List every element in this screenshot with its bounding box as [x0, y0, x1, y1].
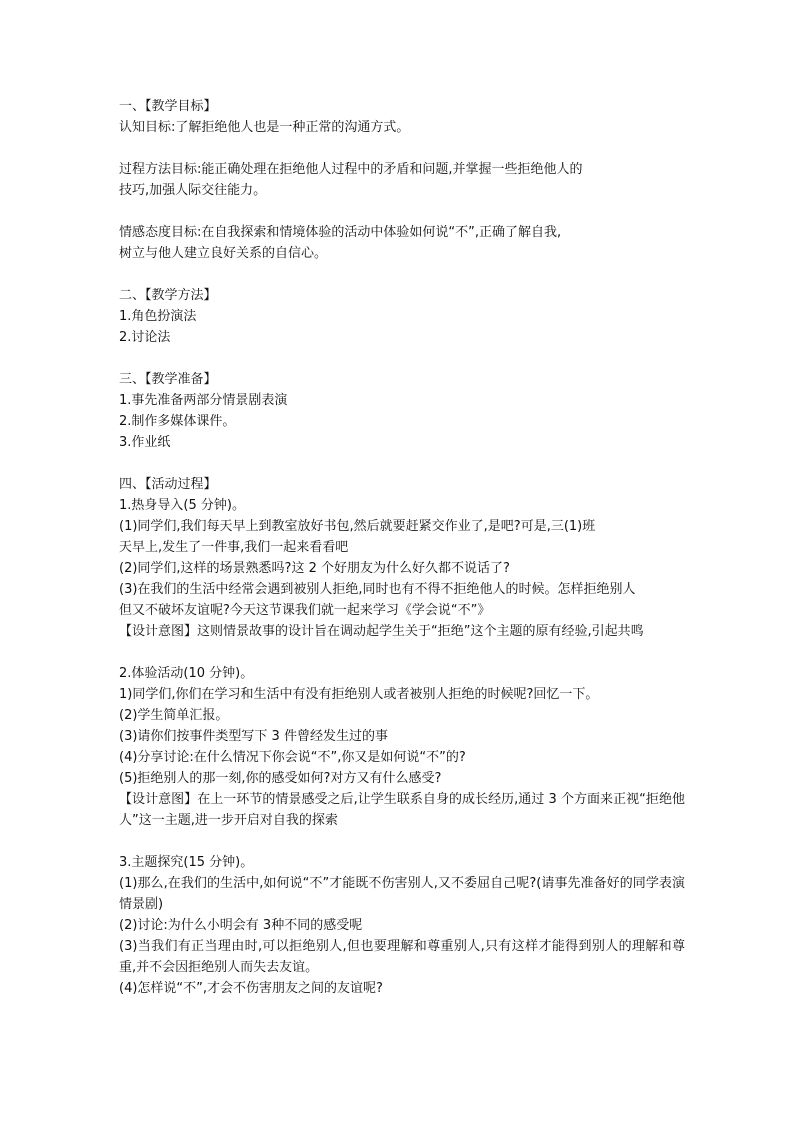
goal-emotion-line-1: 情感态度目标:在自我探索和情境体验的活动中体验如何说“不”,正确了解自我,	[119, 225, 562, 240]
method-item: 1.角色扮演法	[119, 309, 197, 324]
experience-step-1: 1)同学们,你们在学习和生活中有没有拒绝别人或者被别人拒绝的时候呢?回忆一下。	[119, 687, 599, 702]
section-heading-process: 四、【活动过程】	[119, 477, 217, 492]
explore-step-1: (1)那么,在我们的生活中,如何说“不”才能既不伤害别人,又不委屈自己呢?(请事先准备好的同学表演情景剧)	[119, 876, 685, 912]
warmup-step-2: (2)同学们,这样的场景熟悉吗?这 2 个好朋友为什么好久都不说话了?	[119, 561, 510, 576]
experience-step-3: (3)请你们按事件类型写下 3 件曾经发生过的事	[119, 729, 388, 744]
explore-step-2: (2)讨论:为什么小明会有 3种不同的感受呢	[119, 918, 363, 933]
explore-step-3: (3)当我们有正当理由时,可以拒绝别人,但也要理解和尊重别人,只有这样才能得到别人的理解和尊重,并不会因拒绝别人而失去友谊。	[119, 939, 685, 975]
section-heading-prep: 三、【教学准备】	[119, 372, 217, 387]
prep-item: 1.事先准备两部分情景剧表演	[119, 393, 288, 408]
goal-cognitive: 认知目标:了解拒绝他人也是一种正常的沟通方式。	[119, 120, 410, 135]
experience-step-2: (2)学生简单汇报。	[119, 708, 229, 723]
warmup-title: 1.热身导入(5 分钟)。	[119, 498, 245, 513]
experience-step-4: (4)分享讨论:在什么情况下你会说“不”,你又是如何说“不”的?	[119, 750, 466, 765]
section-heading-goals: 一、【教学目标】	[119, 99, 217, 114]
goal-process-line-2: 技巧,加强人际交往能力。	[119, 183, 267, 198]
warmup-step-3-line-1: (3)在我们的生活中经常会遇到被别人拒绝,同时也有不得不拒绝他人的时候。怎样拒绝别人	[119, 582, 636, 597]
warmup-design-intent: 【设计意图】这则情景故事的设计旨在调动起学生关于“拒绝”这个主题的原有经验,引起共鸣	[119, 624, 644, 639]
experience-design-intent: 【设计意图】在上一环节的情景感受之后,让学生联系自身的成长经历,通过 3 个方面来正视“拒绝他人”这一主题,进一步开启对自我的探索	[119, 792, 685, 828]
warmup-step-1-line-2: 天早上,发生了一件事,我们一起来看看吧	[119, 540, 349, 555]
goal-process-line-1: 过程方法目标:能正确处理在拒绝他人过程中的矛盾和问题,并掌握一些拒绝他人的	[119, 162, 583, 177]
method-item: 2.讨论法	[119, 330, 171, 345]
warmup-step-3-line-2: 但又不破坏友谊呢?今天这节课我们就一起来学习《学会说“不”》	[119, 603, 491, 618]
experience-title: 2.体验活动(10 分钟)。	[119, 666, 254, 681]
goal-emotion-line-2: 树立与他人建立良好关系的自信心。	[119, 246, 328, 261]
prep-item: 2.制作多媒体课件。	[119, 414, 236, 429]
warmup-step-1-line-1: (1)同学们,我们每天早上到教室放好书包,然后就要赶紧交作业了,是吧?可是,三(1)班	[119, 519, 596, 534]
section-heading-methods: 二、【教学方法】	[119, 288, 217, 303]
explore-step-4: (4)怎样说“不”,才会不伤害朋友之间的友谊呢?	[119, 981, 383, 996]
explore-title: 3.主题探究(15 分钟)。	[119, 855, 254, 870]
document-body	[119, 96, 685, 999]
experience-step-5: (5)拒绝别人的那一刻,你的感受如何?对方又有什么感受?	[119, 771, 442, 786]
prep-item: 3.作业纸	[119, 435, 171, 450]
